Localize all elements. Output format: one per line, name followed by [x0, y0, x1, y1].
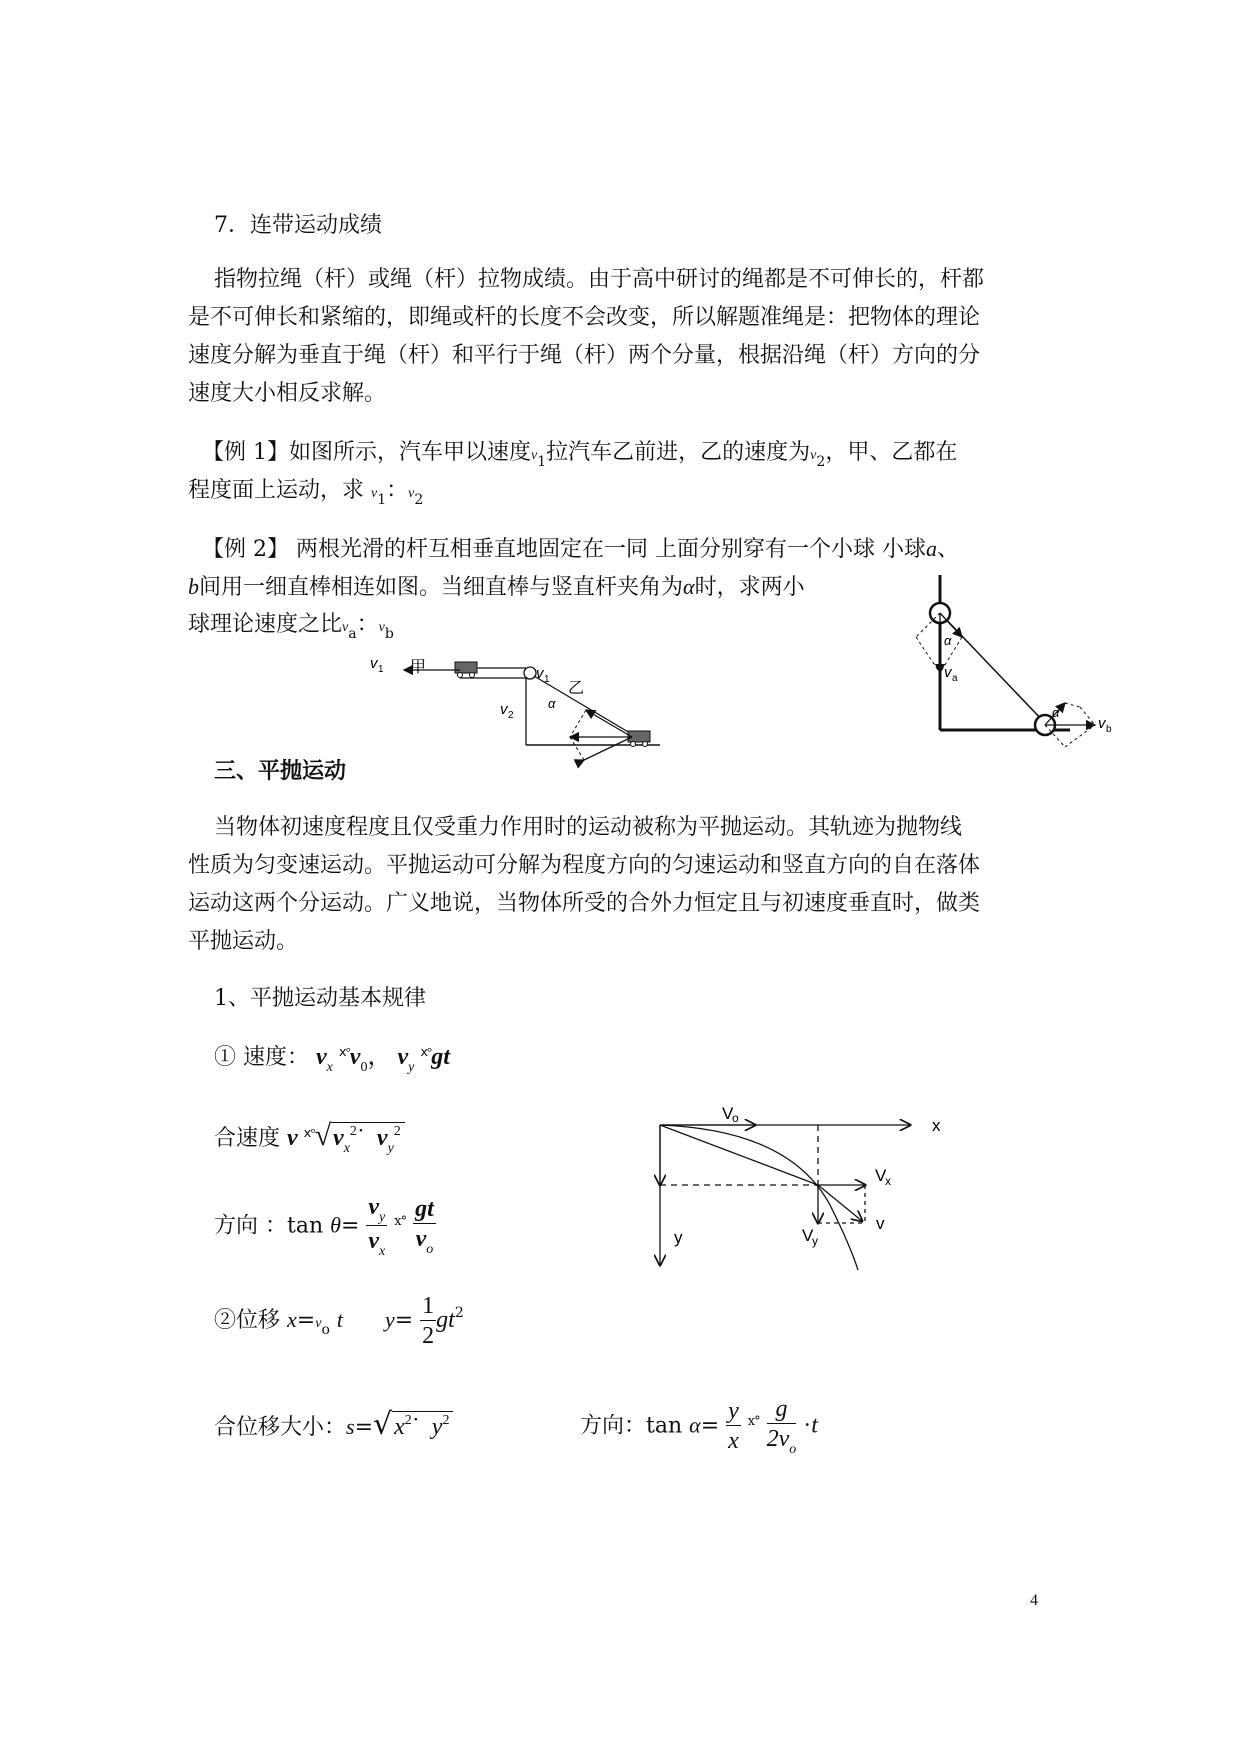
math-eq: =: [700, 1413, 720, 1439]
math-sup: 2: [442, 1413, 450, 1428]
equation-label: ① 速度：: [214, 1045, 309, 1070]
label-jia: 甲: [410, 659, 427, 676]
equation-displacement-magnitude: [214, 1395, 453, 1461]
displacement-chord: [660, 1125, 818, 1185]
label-v0: V: [722, 1104, 734, 1123]
label-sub: y: [812, 1234, 818, 1248]
math-eq: ⅹ°: [394, 1213, 407, 1229]
fraction: [413, 1195, 436, 1258]
dashed-line: [570, 710, 586, 737]
equation-label: ②位移: [214, 1308, 281, 1333]
math-sub: 1: [377, 492, 387, 508]
figure-car-rope: [370, 650, 670, 770]
car-jia: [455, 662, 477, 673]
paragraph-line: 是不可伸长和紧缩的，即绳或杆的长度不会改变，所以解题准绳是：把物体的理论: [188, 305, 981, 330]
example-1-line-1: [202, 434, 957, 475]
math-sub: x: [326, 1060, 333, 1075]
dashed-line: [916, 637, 940, 673]
equation-resultant-speed: [214, 1117, 405, 1161]
label-vx: V: [875, 1166, 887, 1185]
math-eq: ⅹ°: [303, 1125, 315, 1140]
sqrt-icon: √: [314, 1119, 332, 1152]
paragraph-line: 平抛运动。: [188, 929, 299, 954]
wheel: [458, 673, 463, 678]
example-text: 球理论速度之比: [188, 612, 343, 637]
math-sub: a: [348, 626, 357, 642]
label-alpha: α: [548, 696, 556, 711]
math-sub: o: [789, 1442, 797, 1457]
math-sub: b: [384, 626, 394, 642]
dashed-line: [1080, 707, 1095, 725]
math-eq: =: [340, 1213, 360, 1239]
equation-displacement: [214, 1290, 464, 1354]
math-var: gt: [431, 1044, 450, 1070]
math-vb: v: [378, 620, 385, 635]
label-vb: v: [1098, 715, 1106, 732]
label-alpha-bottom: α: [1052, 705, 1060, 720]
math-alpha: α: [683, 574, 695, 599]
ratio-separator: ：: [356, 612, 379, 637]
math-var: v: [316, 1044, 327, 1070]
math-eq: ⅹ°: [338, 1044, 350, 1059]
math-sub: y: [408, 1060, 415, 1075]
math-va: v: [342, 620, 349, 635]
math-sub: y: [379, 1210, 386, 1225]
paragraph-line: 速度分解为垂直于绳（杆）和平行于绳（杆）两个分量，根据沿绳（杆）方向的分: [188, 343, 981, 368]
math-var: x: [394, 1414, 405, 1440]
example-text: 两根光滑的杆互相垂直地固定在一同 上面分别穿有一个小球 小球: [289, 537, 926, 562]
label-sub: 1: [544, 674, 550, 685]
example-2-line-2: [188, 568, 805, 607]
example-tag: 【例 2】: [202, 537, 289, 562]
label-sub: b: [1106, 724, 1112, 735]
section-heading-3: 三、平抛运动: [214, 759, 347, 784]
fraction-denominator: 2: [422, 1322, 435, 1349]
velocity-arrow-v: [818, 1185, 862, 1221]
dashed-line: [1065, 703, 1080, 707]
math-theta: θ: [330, 1212, 341, 1238]
fraction: [366, 1193, 387, 1260]
equation-label: 方向：tan: [580, 1413, 683, 1439]
math-sub: 0: [360, 1060, 368, 1075]
label-y: y: [674, 1228, 683, 1247]
sqrt-radicand: [331, 1122, 405, 1156]
subsection-heading-1: 1、平抛运动基本规律: [214, 986, 426, 1011]
math-var: v: [376, 1125, 388, 1151]
math-var: y: [431, 1414, 443, 1440]
math-sub: x: [343, 1141, 350, 1156]
figure-projectile: [640, 1105, 960, 1295]
equation-label: 合位移大小：: [214, 1415, 347, 1440]
math-eq: ⅹ°: [420, 1044, 432, 1059]
math-sub: 1: [537, 454, 547, 470]
math-eq: =: [394, 1308, 414, 1333]
example-text: ，甲、乙都在: [825, 440, 958, 465]
sqrt-radicand: [392, 1411, 453, 1440]
math-eq: =: [354, 1415, 374, 1440]
fraction-numerator: 1: [422, 1292, 435, 1319]
math-sub: 2: [816, 454, 826, 470]
paragraph-line: 速度大小相反求解。: [188, 381, 387, 406]
math-sup: 2: [454, 1305, 464, 1321]
label-sub: 2: [508, 710, 514, 721]
label-v2: v: [500, 701, 508, 718]
math-op: ˙: [356, 1125, 365, 1151]
math-op: ·: [803, 1412, 812, 1439]
figure-rods: [880, 575, 1120, 755]
comma: ，: [367, 1044, 392, 1070]
example-text: 时，求两小: [694, 575, 805, 600]
label-alpha-top: α: [944, 633, 952, 648]
paragraph-line: 性质为匀变速运动。平抛运动可分解为程度方向的匀速运动和竖直方向的自在落体: [188, 853, 981, 878]
equation-speed: [214, 1038, 450, 1080]
math-v1: v: [371, 486, 378, 501]
math-var: v: [368, 1228, 380, 1254]
example-text: 程度面上运动，求: [188, 478, 365, 503]
velocity-arrow-perp: [584, 737, 632, 760]
math-var: v: [397, 1044, 409, 1070]
dashed-line: [570, 737, 584, 760]
separator: 、: [936, 537, 959, 562]
fraction-denominator: x: [728, 1428, 739, 1454]
section-heading-7: 7．连带运动成绩: [214, 213, 382, 238]
math-v1: v: [531, 448, 538, 463]
math-sub: o: [321, 1322, 330, 1338]
example-tag: 【例 1】: [202, 440, 289, 465]
wheel: [631, 742, 636, 747]
example-text: 如图所示，汽车甲以速度: [289, 440, 532, 465]
math-var: y: [384, 1307, 395, 1332]
page-number: 4: [1030, 1592, 1038, 1609]
math-var: 2v: [766, 1426, 790, 1452]
math-var: t: [336, 1307, 343, 1332]
math-alpha: α: [689, 1412, 701, 1438]
math-var: v: [287, 1125, 298, 1151]
fraction: [767, 1395, 797, 1458]
equation-direction: [214, 1193, 436, 1260]
paragraph-line: 指物拉绳（杆）或绳（杆）拉物成绩。由于高中研讨的绳都是不可伸长的，杆都: [214, 267, 985, 292]
equation-label: 方向 ：tan: [214, 1213, 324, 1239]
math-var: t: [811, 1412, 818, 1439]
label-v1-rope: v: [536, 665, 544, 682]
math-sub: o: [426, 1242, 434, 1257]
math-ball-b: b: [188, 574, 199, 599]
label-sub: 1: [378, 664, 384, 675]
label-sub: x: [885, 1174, 891, 1188]
velocity-arrow-rope: [586, 710, 632, 737]
equation-label: 合速度: [214, 1126, 281, 1151]
trajectory-curve: [660, 1125, 858, 1270]
example-1-line-2: [188, 472, 423, 513]
label-vy: V: [802, 1226, 814, 1245]
math-sup: 2: [393, 1124, 401, 1139]
pulley: [524, 667, 536, 679]
label-sub: o: [732, 1111, 739, 1125]
fraction: [726, 1397, 741, 1456]
math-var: v: [333, 1125, 344, 1151]
math-sub: y: [387, 1141, 394, 1156]
label-va: v: [944, 664, 952, 681]
math-sub: 2: [414, 492, 424, 508]
math-var: gt: [436, 1307, 455, 1333]
math-v2: v: [408, 486, 415, 501]
math-op: ˙: [411, 1414, 420, 1440]
label-x: x: [932, 1116, 941, 1135]
math-expression: [287, 1119, 405, 1156]
math-var: s: [346, 1414, 355, 1439]
fraction-numerator: g: [767, 1395, 797, 1424]
paragraph-line: 当物体初速度程度且仅受重力作用时的运动被称为平抛运动。其轨迹为抛物线: [214, 815, 963, 840]
math-expression: [316, 1044, 450, 1075]
math-var: v: [349, 1044, 361, 1070]
dashed-line: [1065, 725, 1095, 747]
fraction-numerator: y: [728, 1398, 739, 1424]
math-var: v: [368, 1194, 380, 1220]
math-var: v: [315, 1316, 322, 1331]
math-v2: v: [810, 448, 817, 463]
label-yi: 乙: [568, 680, 585, 697]
math-var: gt: [415, 1196, 434, 1222]
fraction: [420, 1292, 436, 1351]
sqrt-icon: √: [373, 1407, 393, 1442]
paragraph-line: 运动这两个分运动。广义地说，当物体所受的合外力恒定且与初速度垂直时，做类: [188, 891, 981, 916]
math-ball-a: a: [925, 536, 937, 561]
math-eq: =: [296, 1308, 316, 1333]
example-text: 间用一细直棒相连如图。当细直棒与竖直杆夹角为: [199, 575, 684, 600]
label-v: v: [876, 1214, 885, 1233]
math-var: x: [287, 1307, 297, 1332]
example-text: 拉汽车乙前进，乙的速度为: [546, 440, 811, 465]
math-eq: ⅹ°: [747, 1413, 760, 1429]
wheel: [470, 673, 475, 678]
equation-displacement-direction: [580, 1395, 818, 1460]
wheel: [643, 742, 648, 747]
math-var: v: [415, 1226, 427, 1252]
math-sup: 2: [349, 1124, 357, 1139]
example-2-line-1: [202, 530, 959, 569]
math-sup: 2: [404, 1413, 412, 1428]
label-v1-left: v: [370, 655, 378, 672]
math-sub: x: [379, 1244, 386, 1259]
example-2-line-3: [188, 606, 394, 647]
label-sub: a: [952, 673, 958, 684]
ratio-separator: ：: [386, 478, 409, 503]
